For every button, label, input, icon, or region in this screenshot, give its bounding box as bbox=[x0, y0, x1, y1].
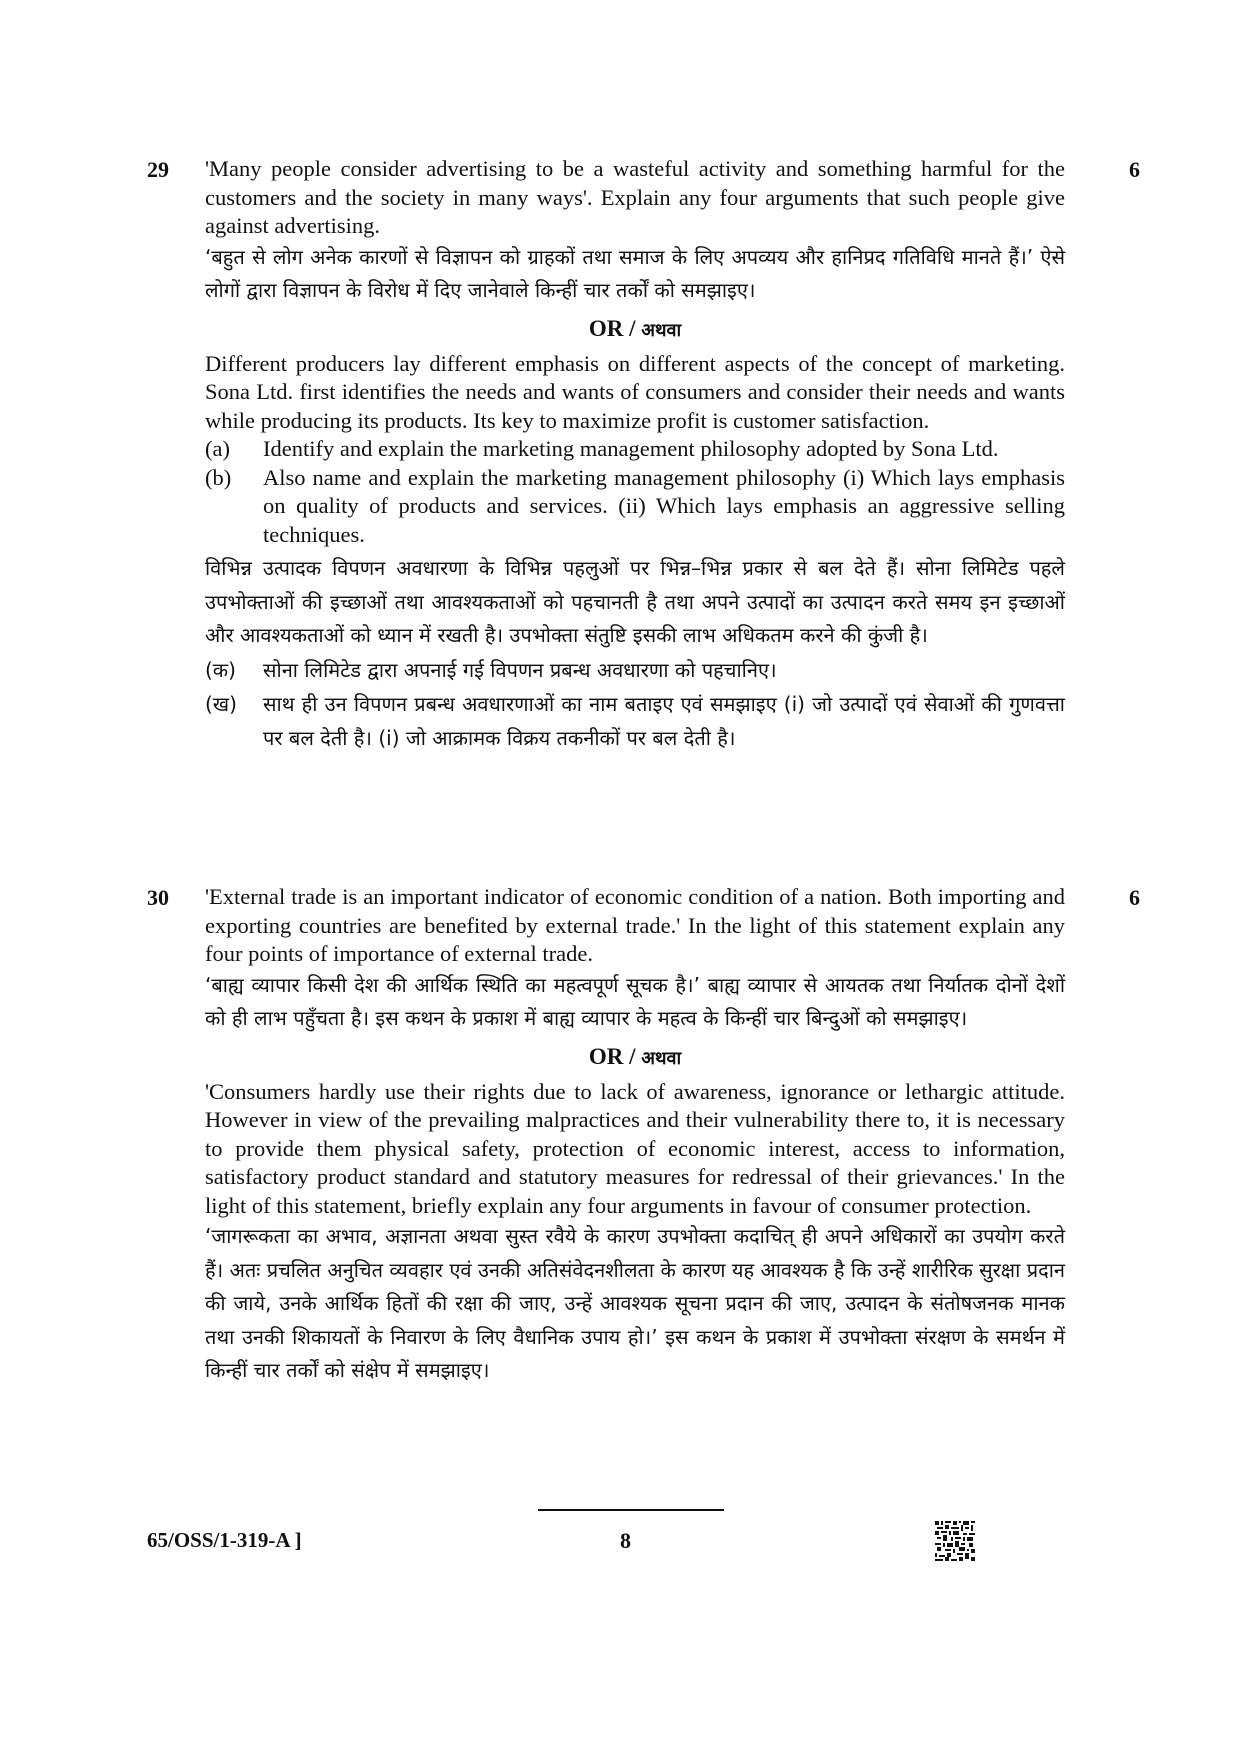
question-body bbox=[205, 883, 1065, 1388]
alternative-text-en: Different producers lay different emphasis on different aspects of the concept of marketing. Sona Ltd. first identifies the needs and wants of consumers and consider their needs and wants while producing its products. Its key to maximize profit is customer satisfaction. bbox=[205, 350, 1065, 433]
alternative-text-hi: विभिन्न उत्पादक विपणन अवधारणा के विभिन्न पहलुओं पर भिन्न–भिन्न प्रकार से बल देते हैं। सोना लिमिटेड पहले उपभोक्ताओं की इच्छाओं तथा आवश्यकताओं को पहचानती है तथा अपने उत्पादों का उत्पादन करते समय इन इच्छाओं और आवश्यकताओं को ध्यान में रखती है। उपभोक्ता संतुष्टि इसकी लाभ अधिकतम करने की कुंजी है। bbox=[205, 556, 1065, 647]
sub-question-text: Also name and explain the marketing management philosophy (i) Which lays emphasis on quality of products and services. (ii) Which lays emphasis an aggressive selling techniques. bbox=[263, 464, 1065, 547]
sub-question-label: (b) bbox=[205, 464, 232, 490]
or-label-hi: अथवा bbox=[641, 319, 682, 341]
question-marks: 6 bbox=[1129, 885, 1140, 910]
or-separator bbox=[205, 314, 1065, 346]
sub-question-label: (a) bbox=[205, 436, 230, 461]
question-30 bbox=[147, 883, 1140, 1388]
or-label-hi: अथवा bbox=[641, 1047, 682, 1069]
or-label-en: OR / bbox=[588, 315, 642, 341]
sub-question-a bbox=[205, 435, 1065, 464]
or-separator bbox=[205, 1042, 1065, 1074]
paper-code: 65/OSS/1-319-A ] bbox=[147, 1528, 302, 1552]
question-29 bbox=[147, 155, 1140, 755]
sub-question-ka bbox=[205, 653, 1065, 687]
sub-question-text: साथ ही उन विपणन प्रबन्ध अवधारणाओं का नाम बताइए एवं समझाइए (i) जो उत्पादों एवं सेवाओं की गुणवत्ता पर बल देती है। (i) जो आक्रामक विक्रय तकनीकों पर बल देती है। bbox=[263, 691, 1065, 750]
page-number: 8 bbox=[620, 1528, 631, 1553]
sub-question-text: सोना लिमिटेड द्वारा अपनाई गई विपणन प्रबन्ध अवधारणा को पहचानिए। bbox=[263, 657, 777, 682]
qr-code-icon bbox=[935, 1521, 975, 1561]
alternative-text-hi: ‘जागरूकता का अभाव, अज्ञानता अथवा सुस्त रवैये के कारण उपभोक्ता कदाचित् ही अपने अधिकारों का उपयोग करते हैं। अतः प्रचलित अनुचित व्यवहार एवं उनकी अतिसंवेदनशीलता के कारण यह आवश्यक है कि उन्हें शारीरिक सुरक्षा प्रदान की जाये, उनके आर्थिक हितों की रक्षा की जाए, उन्हें आवश्यक सूचना प्रदान की जाए, उत्पादन के संतोषजनक मानक तथा उनकी शिकायतों के निवारण के लिए वैधानिक उपाय हो।’ इस कथन के प्रकाश में उपभोक्ता संरक्षण के समर्थन में किन्हीं चार तर्कों को संक्षेप में समझाइए। bbox=[205, 1224, 1065, 1382]
sub-question-label: (ख) bbox=[205, 691, 237, 716]
question-marks: 6 bbox=[1129, 157, 1140, 182]
question-number: 30 bbox=[147, 885, 169, 910]
or-label-en: OR / bbox=[588, 1043, 642, 1069]
question-text-hi: ‘बाह्य व्यापार किसी देश की आर्थिक स्थिति का महत्वपूर्ण सूचक है।’ बाह्य व्यापार से आयतक तथा निर्यातक दोनों देशों को ही लाभ पहुँचता है। इस कथन के प्रकाश में बाह्य व्यापार के महत्व के किन्हीं चार बिन्दुओं को समझाइए। bbox=[205, 972, 1065, 1030]
question-body bbox=[205, 155, 1065, 755]
question-number: 29 bbox=[147, 157, 169, 182]
sub-question-b bbox=[205, 464, 1065, 550]
sub-question-kha bbox=[205, 687, 1065, 755]
alternative-text-en: 'Consumers hardly use their rights due to lack of awareness, ignorance or lethargic attitude. However in view of the prevailing malpractices and their vulnerability there to, it is necessary to provide them physical safety, protection of economic interest, access to information, satisfactory product standard and statutory measures for redressal of their grievances.' In the light of this statement, briefly explain any four arguments in favour of consumer protection. bbox=[205, 1078, 1065, 1218]
sub-question-label: (क) bbox=[205, 657, 236, 682]
question-text-en: 'External trade is an important indicator of economic condition of a nation. Both importing and exporting countries are benefited by external trade.' In the light of this statement explain any four points of importance of external trade. bbox=[205, 884, 1065, 966]
sub-question-text: Identify and explain the marketing management philosophy adopted by Sona Ltd. bbox=[263, 436, 999, 461]
question-text-en: 'Many people consider advertising to be a wasteful activity and something harmful for the customers and the society in many ways'. Explain any four arguments that such people give against advertising. bbox=[205, 156, 1065, 238]
end-rule bbox=[538, 1509, 724, 1511]
question-text-hi: ‘बहुत से लोग अनेक कारणों से विज्ञापन को ग्राहकों तथा समाज के लिए अपव्यय और हानिप्रद गतिविधि मानते हैं।’ ऐसे लोगों द्वारा विज्ञापन के विरोध में दिए जानेवाले किन्हीं चार तर्कों को समझाइए। bbox=[205, 244, 1065, 302]
